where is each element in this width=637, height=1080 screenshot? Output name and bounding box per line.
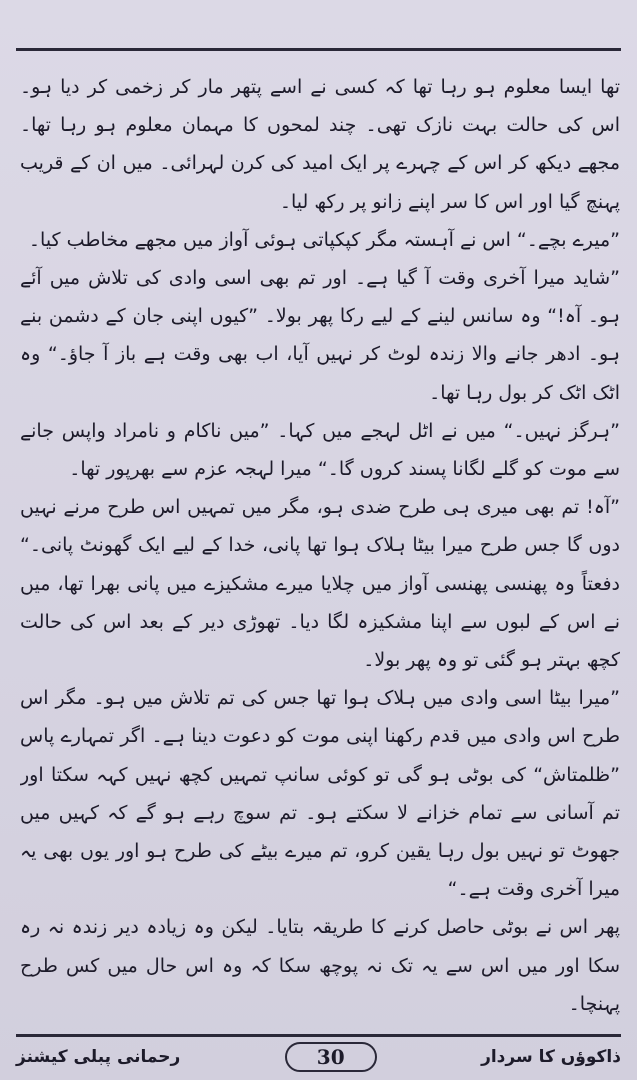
paragraph-6: ”میرا بیٹا اسی وادی میں ہلاک ہوا تھا جس کی تم تلاش میں ہو۔ مگر اس طرح اس وادی میں قدم رکھنا اپنی موت کو دعوت دینا ہے۔ اگر تمہارے پاس ”ظلمتاش“ کی بوٹی ہو گی تو کوئی سانپ تمہیں کچھ نہیں کہہ سکتا اور تم آسانی سے تمام خزانے لا سکتے ہو۔ تم سوچ رہے ہو گے کہ کہیں میں جھوٹ تو نہیں بول رہا یقین کرو، تم میرے بیٹے کی طرح ہو اور یوں بھی یہ میرا آخری وقت ہے۔“: [20, 687, 620, 901]
paragraph-7: پھر اس نے بوٹی حاصل کرنے کا طریقہ بتایا۔ لیکن وہ زیادہ دیر زندہ نہ رہ سکا اور میں اس سے یہ تک نہ پوچھ سکا کہ وہ اس حال میں کس طرح پہنچا۔: [20, 916, 620, 1015]
book-title: ذاکوؤں کا سردار: [481, 1047, 621, 1067]
page-number: 30: [285, 1042, 377, 1072]
publisher-name: رحمانی پبلی کیشنز: [16, 1047, 181, 1067]
top-divider: [16, 48, 621, 51]
bottom-divider: [16, 1034, 621, 1037]
paragraph-1: تھا ایسا معلوم ہو رہا تھا کہ کسی نے اسے پتھر مار کر زخمی کر دیا ہو۔ اس کی حالت بہت نازک تھی۔ چند لمحوں کا مہمان معلوم ہو رہا تھا۔ مجھے دیکھ کر اس کے چہرے پر ایک امید کی کرن لہرائی۔ میں ان کے قریب پہنچ گیا اور اس کا سر اپنے زانو پر رکھ لیا۔: [20, 76, 620, 213]
paragraph-4: ”ہرگز نہیں۔“ میں نے اٹل لہجے میں کہا۔ ”میں ناکام و نامراد واپس جانے سے موت کو گلے لگانا پسند کروں گا۔“ میرا لہجہ عزم سے بھرپور تھا۔: [20, 419, 620, 481]
body-text: [20, 68, 620, 1018]
paragraph-2: ”میرے بچے۔“ اس نے آہستہ مگر کپکپاتی ہوئی آواز میں مجھے مخاطب کیا۔: [28, 228, 620, 251]
paragraph-5: ”آہ! تم بھی میری ہی طرح ضدی ہو، مگر میں تمہیں اس طرح مرنے نہیں دوں گا جس طرح میرا بیٹا ہلاک ہوا تھا پانی، خدا کے لیے ایک گھونٹ پانی۔“ دفعتاً وہ پھنسی پھنسی آواز میں چلایا میرے مشکیزے میں پانی بھرا تھا، میں نے اس کے لبوں سے اپنا مشکیزہ لگا دیا۔ تھوڑی دیر کے بعد اس کی حالت کچھ بہتر ہو گئی تو وہ پھر بولا۔: [20, 496, 620, 672]
paragraph-3: ”شاید میرا آخری وقت آ گیا ہے۔ اور تم بھی اسی وادی کی تلاش میں آئے ہو۔ آہ!“ وہ سانس لینے کے لیے رکا پھر بولا۔ ”کیوں اپنی جان کے دشمن بنے ہو۔ ادھر جانے والا زندہ لوٹ کر نہیں آیا، اب بھی وقت ہے باز آ جاؤ۔“ وہ اٹک اٹک کر بول رہا تھا۔: [20, 267, 620, 404]
page-footer: [16, 1040, 621, 1074]
